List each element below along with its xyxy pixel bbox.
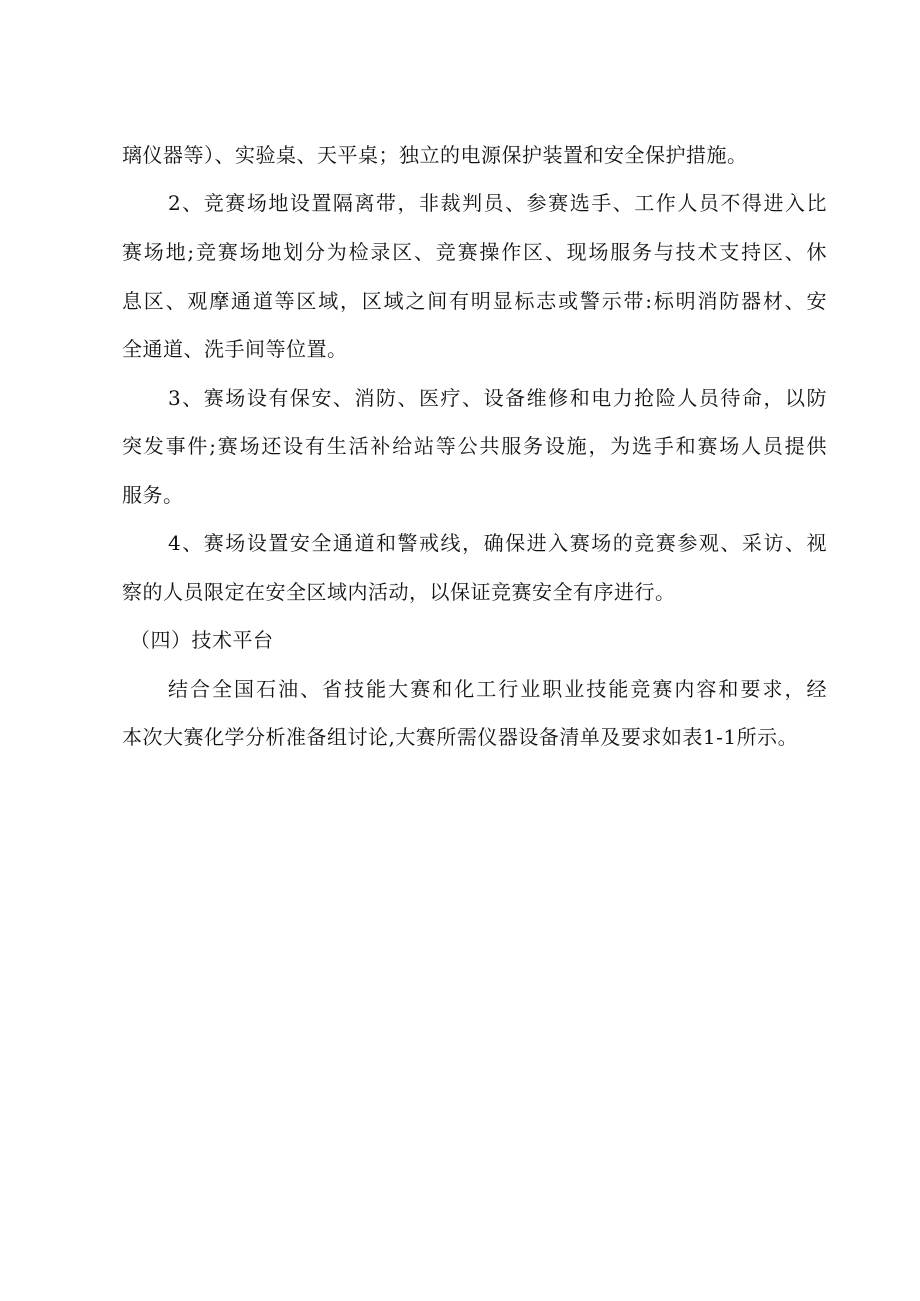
paragraph-2-line-1: 2、竞赛场地设置隔离带，非裁判员、参赛选手、工作人员不得进入比: [168, 191, 827, 215]
closing-paragraph-line-2: 本次大赛化学分析准备组讨论,大赛所需仪器设备清单及要求如表1-1所示。: [122, 725, 799, 749]
closing-paragraph-line-1: 结合全国石油、省技能大赛和化工行业职业技能竞赛内容和要求，经: [168, 677, 827, 701]
paragraph-3-line-3: 服务。: [122, 483, 184, 507]
paragraph-2-line-4: 全通道、洗手间等位置。: [122, 337, 348, 361]
paragraph-4-line-1: 4、赛场设置安全通道和警戒线，确保进入赛场的竞赛参观、采访、视: [168, 531, 827, 555]
paragraph-1-line-1: 璃仪器等）、实验桌、天平桌；独立的电源保护装置和安全保护措施。: [122, 143, 748, 167]
section-heading: （四）技术平台: [130, 628, 274, 652]
paragraph-2-line-3: 息区、观摩通道等区域，区域之间有明显标志或警示带:标明消防器材、安: [122, 289, 827, 313]
paragraph-4-line-2: 察的人员限定在安全区域内活动，以保证竞赛安全有序进行。: [122, 580, 676, 604]
paragraph-3-line-2: 突发事件;赛场还设有生活补给站等公共服务设施，为选手和赛场人员提供: [122, 434, 827, 458]
paragraph-3-line-1: 3、赛场设有保安、消防、医疗、设备维修和电力抢险人员待命，以防: [168, 386, 827, 410]
paragraph-2-line-2: 赛场地;竞赛场地划分为检录区、竞赛操作区、现场服务与技术支持区、休: [122, 240, 827, 264]
